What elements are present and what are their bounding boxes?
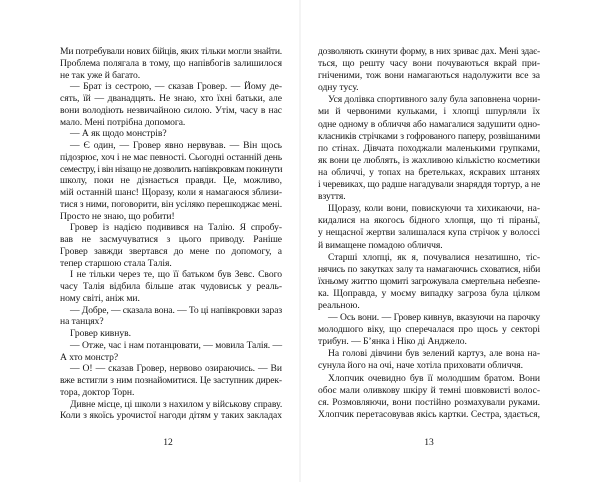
text-line: вав не засмучуватися з цього приводу. Раніше — [60, 234, 282, 245]
text-line: кидалися на якогось бідного хлопця, що ті піраньї, — [318, 215, 540, 227]
paragraph — [60, 81, 282, 128]
text-line: одну тусу. — [318, 82, 359, 94]
text-line: Дивне місце, ці школи з нахилом у військову справу. — [70, 398, 283, 410]
text-line: молодшого віку, що сперечалася про щось у секторі — [318, 324, 540, 336]
text-line: Хлопчик перетасовував якісь картки. Сестра, здається, — [318, 408, 540, 420]
text-line: сунула його на очі, наче хотіла приховати обличчя. — [318, 360, 523, 372]
text-line: На голові дівчини був зелений картуз, але вона на- — [328, 348, 540, 360]
text-line: трибун. — Б’янка і Ніко ді Анджело. — [318, 336, 467, 348]
text-line: вже встигли з ним познайомитися. Це заступник дирек- — [60, 375, 282, 386]
paragraph — [60, 363, 282, 398]
text-line: ся. Розмовляючи, вони постійно розмахували руками. — [318, 396, 540, 408]
paragraph — [318, 94, 540, 203]
text-line: Старші хлопці, як я, почувалися незатишно, тіс- — [328, 251, 540, 263]
text-line: Хлопчик очевидно був її молодшим братом. Вони — [328, 372, 540, 384]
text-line: — А як щодо монстрів? — [70, 128, 167, 140]
paragraph — [60, 340, 282, 364]
text-line: семестру, і він нізащо не дозволить напівкровкам покинути — [60, 163, 283, 175]
text-line: одне одному в обличчя або намагалися задушити одно- — [318, 118, 540, 130]
text-line: Ми потребували нових бійців, яких тільки могли знайти. — [60, 46, 282, 57]
text-line: — Добре, — сказала вона. — То ці напівкровки зараз — [70, 304, 282, 316]
paragraph — [60, 269, 282, 304]
text-line: ному світі, аніж ми. — [60, 292, 140, 304]
text-line: Проблема полягала в тому, що напівбогів залишилося — [60, 57, 282, 69]
text-line: І не тільки через те, що її батьком був Зевс. Свого — [70, 269, 282, 281]
right-page-text — [318, 46, 540, 421]
text-line: — Отже, час і нам потанцювати, — мовила Талія. — — [70, 339, 282, 351]
text-line: нячись по закутках залу та намагаючись сховатися, ніби — [318, 263, 540, 275]
left-page-text — [60, 46, 282, 422]
text-line: тися з ними, поговорити, він усіляко перешкоджає мені. — [60, 198, 282, 210]
paragraph — [318, 312, 540, 348]
text-line: часу Талія відбила більше атак чудовиськ у реаль- — [60, 281, 282, 292]
book-gutter — [299, 0, 301, 482]
text-line: дозволяють скинути форму, в них зриває дах. Мені здає- — [318, 46, 540, 57]
right-page-number: 13 — [424, 437, 434, 448]
text-line: Просто не знаю, що робити! — [60, 210, 175, 222]
text-line: ка. Щоправда, у моєму випадку загроза була цілком — [318, 287, 540, 299]
paragraph — [60, 46, 282, 81]
text-line: реальною. — [318, 299, 360, 311]
text-line: Гровер кивнув. — [70, 328, 131, 339]
paragraph — [318, 373, 540, 421]
text-line: їхньому життю щомиті загрожувала смертельна небезпе- — [318, 275, 540, 287]
text-line: вони володіють незвичайною силою. Утім, часу в нас — [60, 104, 282, 116]
text-line: гніченими, тож вони намагаються надолужити все за — [318, 70, 540, 82]
text-line: й вимащене помадою обличчя. — [318, 239, 443, 251]
text-line: і черевиках, що радше нагадували знаряддя тортур, а не — [318, 179, 541, 191]
text-line: — Ось вони. — Гровер кивнув, вказуючи на парочку — [328, 312, 540, 324]
paragraph — [60, 305, 282, 329]
paragraph — [60, 140, 282, 222]
text-line: ми й червоними кульками, і хлопці шпурляли їх — [318, 106, 540, 118]
text-line: по стінах. Дівчата походжали маленькими групками, — [318, 142, 540, 154]
text-line: Щоразу, коли вони, повискуючи та хихикаючи, на- — [328, 203, 540, 215]
text-line: Уся долівка спортивного залу була заповнена чорни- — [328, 94, 541, 106]
paragraph — [318, 203, 540, 251]
text-line: тепер старшою стала Талія. — [60, 257, 172, 269]
text-line: обоє мали оливкову шкіру й темні шовковисті волос- — [318, 384, 540, 396]
text-line: школу, поки не дізнається правди. Це, можливо, — [60, 175, 282, 187]
text-line: мало. Мені потрібна допомога. — [60, 116, 186, 128]
text-line: Гровер із надією подивився на Талію. Я спробу- — [70, 222, 282, 234]
text-line: — Брат із сестрою, — сказав Гровер. — Йому де- — [70, 81, 282, 93]
text-line: — Є один, — Гровер явно нервував. — Він щось — [70, 140, 282, 151]
text-line: тора, доктор Торн. — [60, 386, 135, 398]
text-line: на танцях? — [60, 316, 104, 328]
paragraph — [318, 348, 540, 372]
text-line: як вони це люблять, із жахливою кількістю косметики — [318, 154, 540, 166]
text-line: Коли з якоїсь урочистої нагоди дітям у таких закладах — [60, 410, 282, 422]
paragraph — [60, 328, 282, 340]
paragraph — [60, 222, 282, 269]
text-line: сять, їй — дванадцять. Не знаю, хто їхні батьки, але — [60, 93, 282, 104]
text-line: мій останній шанс! Щоразу, коли я намагаюся зблизи- — [60, 187, 282, 198]
text-line: Гровер завжди звертався до мене по допомогу, а — [60, 245, 282, 257]
paragraph — [60, 399, 282, 423]
text-line: класників стрічками з гофрованого паперу, розвішаними — [318, 130, 540, 142]
paragraph — [60, 128, 282, 140]
paragraph — [318, 46, 540, 94]
text-line: — О! — сказав Гровер, нервово озираючись. — Ви — [70, 363, 282, 375]
text-line: у нещасної жертви залишалася купа стрічок у волоссі — [318, 227, 540, 239]
text-line: підозрює, хоч і не має певності. Сьогодні останній день — [60, 151, 282, 163]
text-line: взуття. — [318, 191, 346, 203]
text-line: не так уже й багато. — [60, 69, 141, 81]
paragraph — [318, 252, 540, 312]
left-page-number: 12 — [163, 437, 173, 448]
text-line: А хто монстр? — [60, 351, 119, 363]
text-line: ться, що решту часу вони почуваються вкрай при- — [318, 58, 540, 70]
text-line: на обличчі, у топах на бретельках, яскравих штанях — [318, 166, 540, 178]
